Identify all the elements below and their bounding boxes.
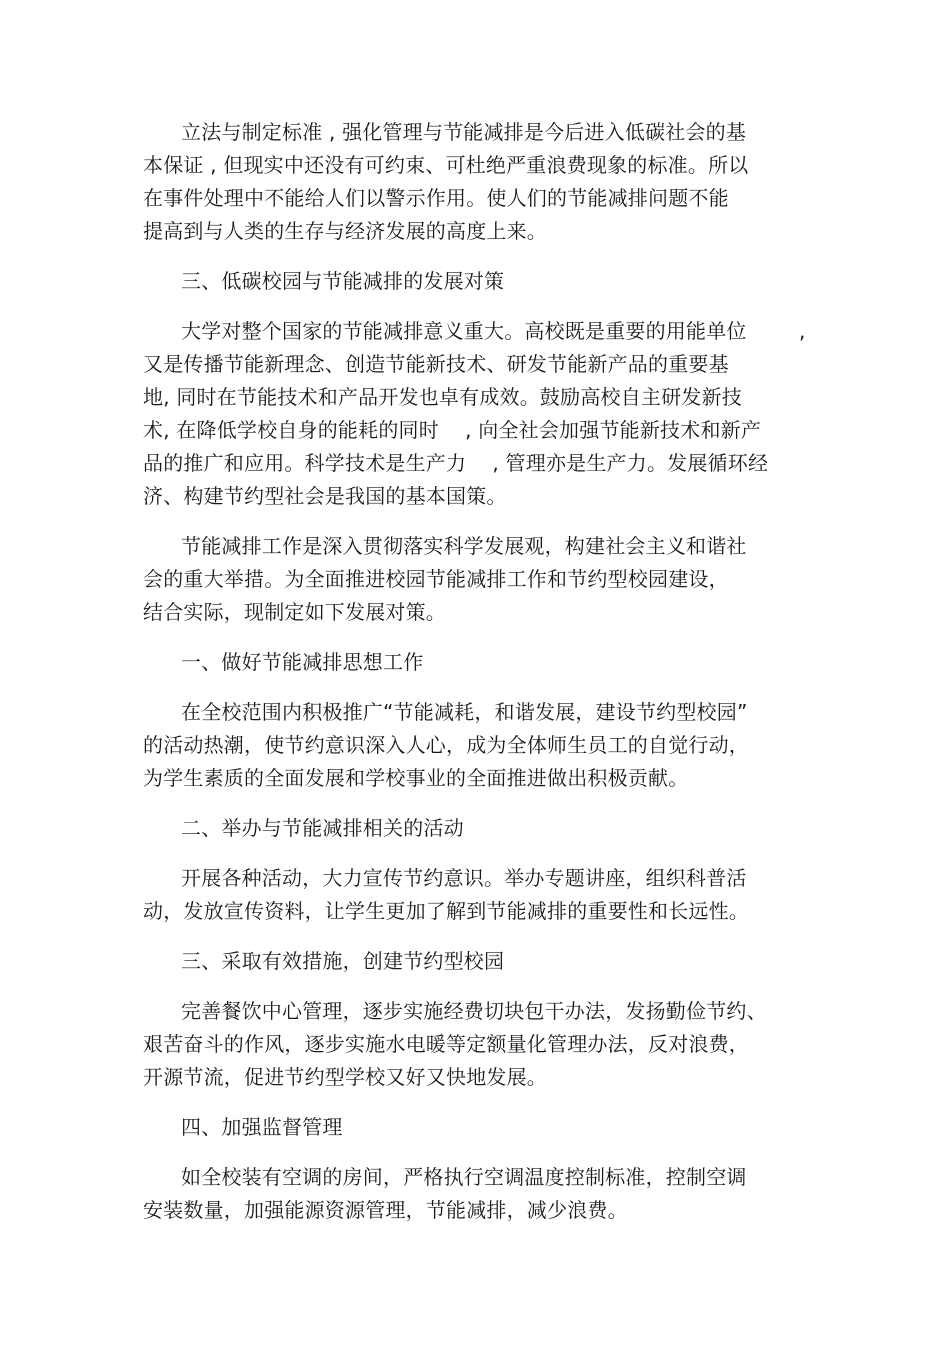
- paragraph-line: 本保证 , 但现实中还没有可约束、可杜绝严重浪费现象的标准。所以: [143, 153, 749, 177]
- paragraph-line: 安装数量，加强能源资源管理，节能减排，减少浪费。: [143, 1198, 628, 1222]
- section-heading: 三、采取有效措施，创建节约型校园: [181, 949, 505, 973]
- paragraph-line: 会的重大举措。为全面推进校园节能减排工作和节约型校园建设，: [143, 567, 729, 591]
- paragraph-line: 结合实际，现制定如下发展对策。: [143, 600, 446, 624]
- paragraph-line: 为学生素质的全面发展和学校事业的全面推进做出积极贡献。: [143, 766, 689, 790]
- section-heading: 一、做好节能减排思想工作: [181, 650, 424, 674]
- paragraph-line: 立法与制定标准 , 强化管理与节能减排是今后进入低碳社会的基: [181, 120, 747, 144]
- paragraph-line: 又是传播节能新理念、创造节能新技术、研发节能新产品的重要基: [143, 352, 729, 376]
- section-heading: 二、举办与节能减排相关的活动: [181, 816, 464, 840]
- paragraph-line: 的活动热潮，使节约意识深入人心，成为全体师生员工的自觉行动，: [143, 733, 749, 757]
- paragraph-line: 开展各种活动，大力宣传节约意识。举办专题讲座，组织科普活: [181, 866, 747, 890]
- paragraph-line: 大学对整个国家的节能减排意义重大。高校既是重要的用能单位 ,: [181, 319, 806, 343]
- paragraph-line: 开源节流，促进节约型学校又好又快地发展。: [143, 1065, 547, 1089]
- paragraph-line: 济、构建节约型社会是我国的基本国策。: [143, 484, 507, 508]
- paragraph-line: 如全校装有空调的房间，严格执行空调温度控制标准，控制空调: [181, 1165, 747, 1189]
- paragraph-line: 地, 同时在节能技术和产品开发也卓有成效。鼓励高校自主研发新技: [143, 385, 742, 409]
- section-heading: 四、加强监督管理: [181, 1115, 343, 1139]
- paragraph-line: 在全校范围内积极推广“节能减耗，和谐发展，建设节约型校园”: [181, 700, 748, 724]
- paragraph-line: 术, 在降低学校自身的能耗的同时 , 向全社会加强节能新技术和新产: [143, 418, 762, 442]
- paragraph-line: 艰苦奋斗的作风，逐步实施水电暖等定额量化管理办法，反对浪费，: [143, 1032, 749, 1056]
- paragraph-line: 节能减排工作是深入贯彻落实科学发展观，构建社会主义和谐社: [181, 534, 747, 558]
- paragraph-line: 动，发放宣传资料，让学生更加了解到节能减排的重要性和长远性。: [143, 899, 749, 923]
- paragraph-line: 在事件处理中不能给人们以警示作用。使人们的节能减排问题不能: [143, 186, 729, 210]
- paragraph-line: 完善餐饮中心管理，逐步实施经费切块包干办法，发扬勤俭节约、: [181, 999, 767, 1023]
- section-heading: 三、低碳校园与节能减排的发展对策: [181, 269, 505, 293]
- paragraph-line: 提高到与人类的生存与经济发展的高度上来。: [143, 219, 547, 243]
- paragraph-line: 品的推广和应用。科学技术是生产力 , 管理亦是生产力。发展循环经: [143, 451, 769, 475]
